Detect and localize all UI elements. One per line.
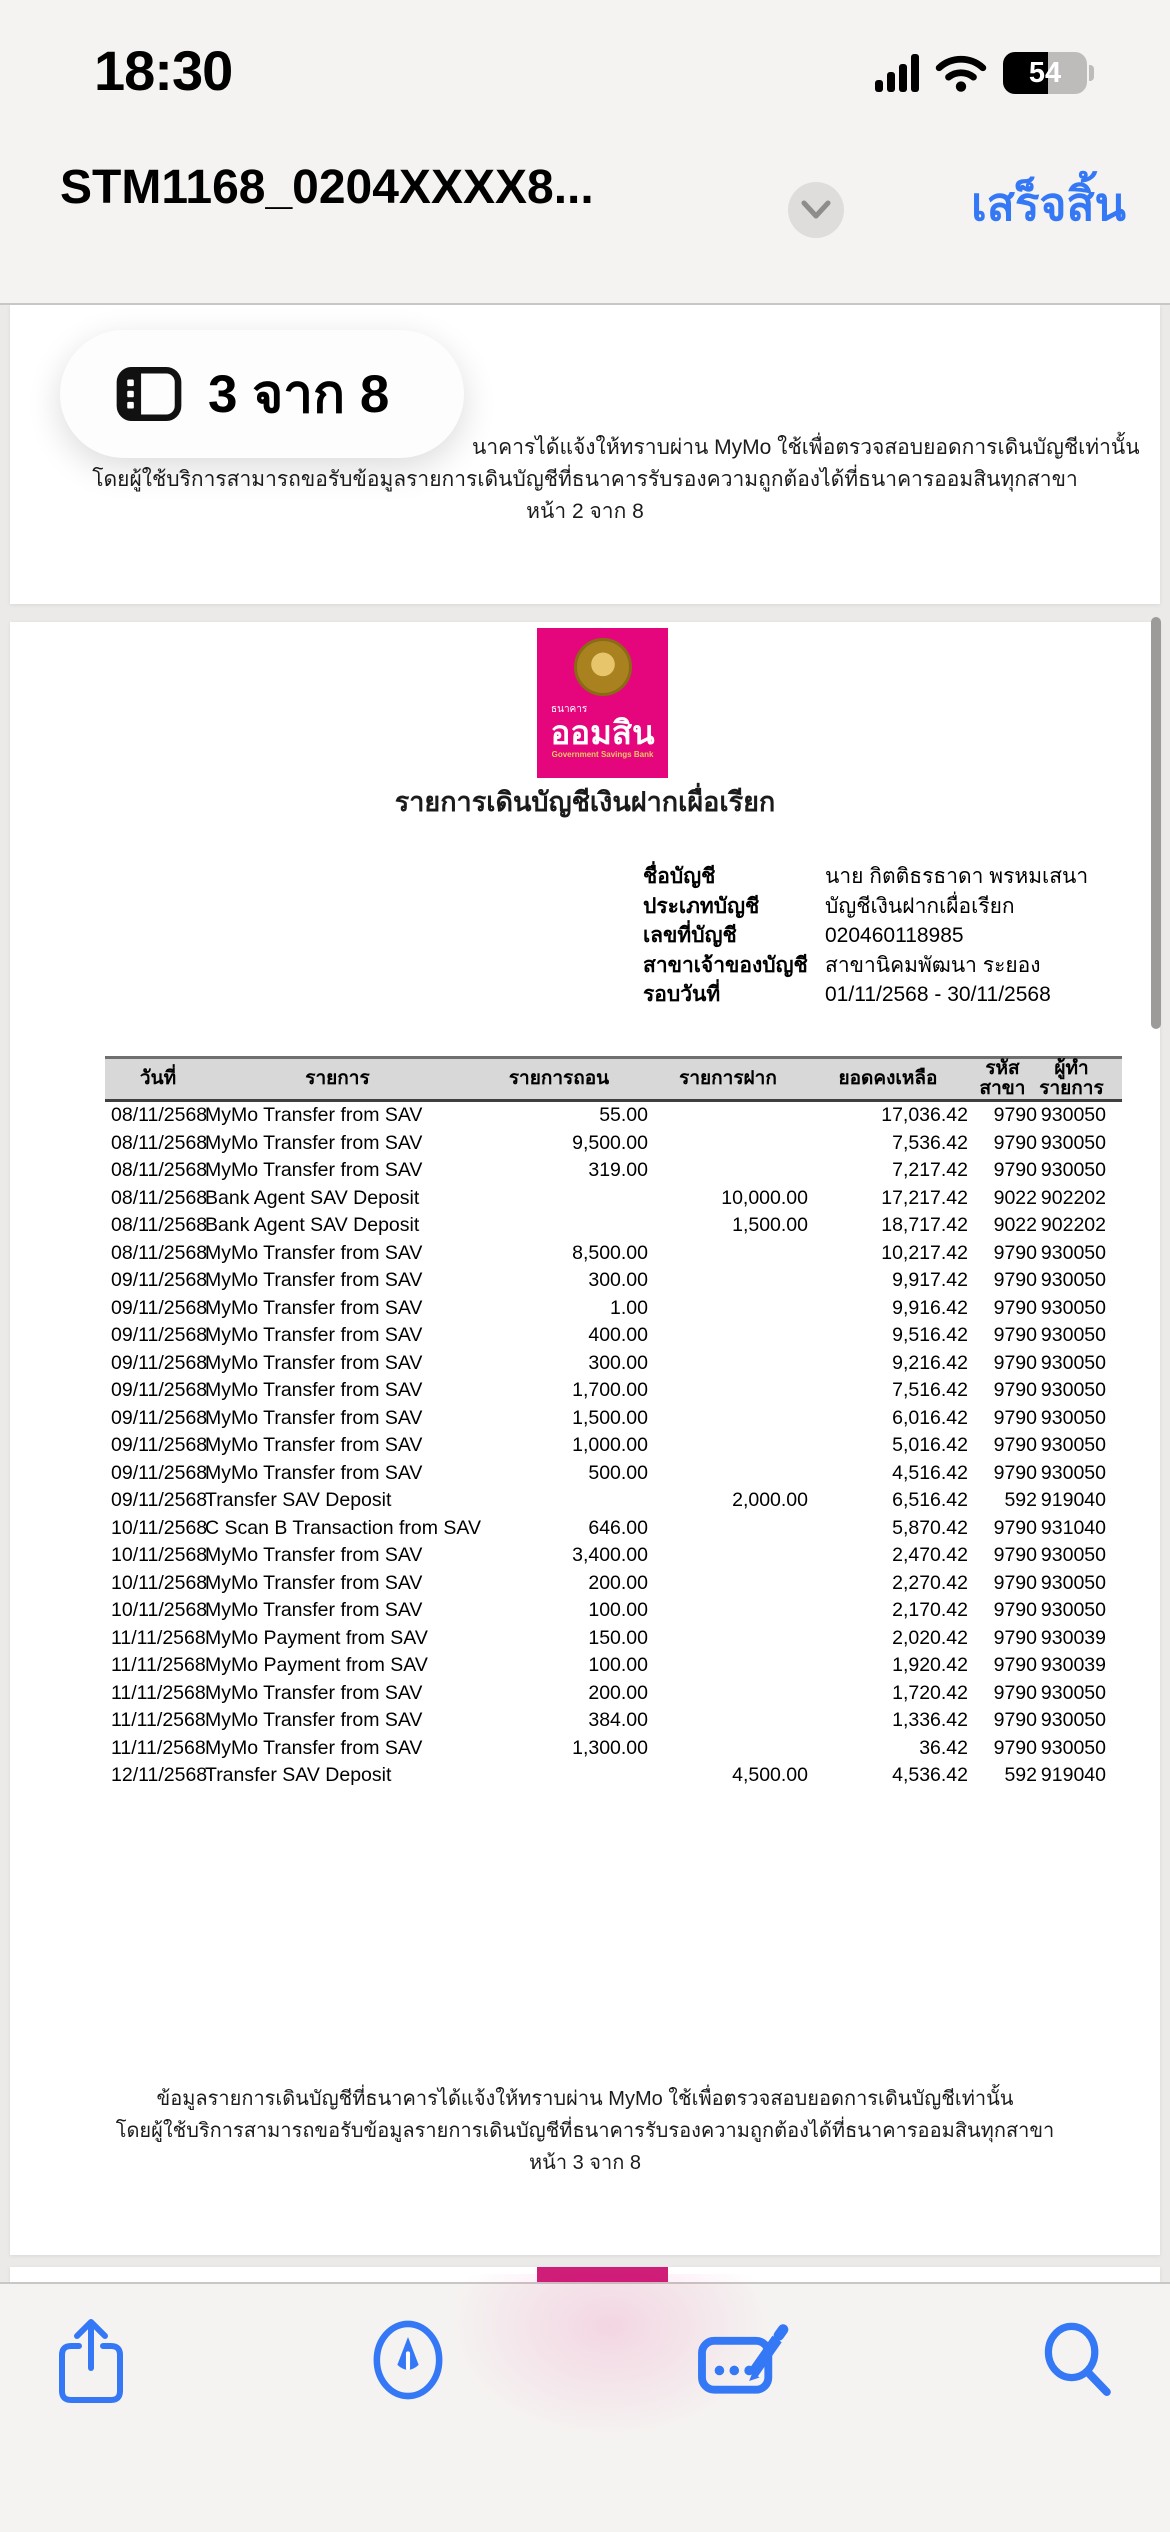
table-cell: 919040 — [1040, 1489, 1106, 1512]
table-cell: 931040 — [1040, 1516, 1106, 1539]
table-cell: 09/11/2568 — [111, 1296, 208, 1319]
table-row — [105, 1102, 1106, 1130]
table-cell: 9790 — [993, 1159, 1037, 1182]
transactions-body — [105, 1102, 1122, 1790]
table-cell: C Scan B Transaction from SAV — [205, 1516, 481, 1539]
table-cell: 36.42 — [919, 1736, 968, 1759]
table-cell: 9790 — [993, 1599, 1037, 1622]
table-row — [105, 1707, 1106, 1735]
table-cell: 150.00 — [588, 1626, 648, 1649]
table-cell: 9790 — [993, 1131, 1037, 1154]
wifi-icon — [935, 53, 987, 93]
table-cell: 08/11/2568 — [111, 1159, 208, 1182]
table-cell: 319.00 — [588, 1159, 648, 1182]
table-cell: 9790 — [993, 1296, 1037, 1319]
table-cell: 9790 — [993, 1434, 1037, 1457]
column-header: วันที่ — [139, 1068, 177, 1089]
table-cell: 2,000.00 — [732, 1489, 808, 1512]
table-row — [105, 1515, 1106, 1543]
page2-footer-line1: นาคารได้แจ้งให้ทราบผ่าน MyMo ใช้เพื่อตรวจสอบยอดการเดินบัญชีเท่านั้น — [472, 436, 1140, 459]
table-cell: MyMo Transfer from SAV — [205, 1324, 423, 1347]
account-info — [643, 862, 1088, 1010]
table-row — [105, 1597, 1106, 1625]
table-cell: 100.00 — [588, 1599, 648, 1622]
table-cell: 930050 — [1040, 1324, 1106, 1347]
table-row — [105, 1460, 1106, 1488]
table-cell: 09/11/2568 — [111, 1461, 208, 1484]
cellular-signal-icon — [875, 54, 919, 92]
table-cell: 9790 — [993, 1516, 1037, 1539]
table-cell: 7,516.42 — [892, 1379, 968, 1402]
table-cell: 930050 — [1040, 1571, 1106, 1594]
column-header: ผู้ทำ รายการ — [1039, 1058, 1104, 1099]
table-cell: 4,516.42 — [892, 1461, 968, 1484]
share-button[interactable] — [43, 2312, 139, 2408]
table-cell: 09/11/2568 — [111, 1434, 208, 1457]
table-cell: 592 — [1004, 1489, 1037, 1512]
table-row — [105, 1762, 1106, 1790]
page3-footer-line2: โดยผู้ใช้บริการสามารถขอรับข้อมูลรายการเดินบัญชีที่ธนาคารรับรองความถูกต้องได้ที่ธนาคารออมสินทุกสาขา — [115, 2120, 1055, 2142]
page2-page-number: หน้า 2 จาก 8 — [526, 500, 644, 523]
table-row — [105, 1432, 1106, 1460]
table-cell: MyMo Transfer from SAV — [205, 1131, 423, 1154]
table-cell: MyMo Transfer from SAV — [205, 1296, 423, 1319]
account-info-value: 020460118985 — [825, 923, 964, 947]
table-cell: 11/11/2568 — [111, 1736, 206, 1759]
account-info-row — [643, 921, 1088, 951]
account-info-row — [643, 892, 1088, 922]
table-cell: 1.00 — [610, 1296, 648, 1319]
table-cell: 1,500.00 — [572, 1406, 648, 1429]
table-cell: 08/11/2568 — [111, 1131, 208, 1154]
account-info-value: สาขานิคมพัฒนา ระยอง — [825, 953, 1041, 977]
account-info-label: เลขที่บัญชี — [643, 924, 737, 948]
table-cell: 9,516.42 — [892, 1324, 968, 1347]
table-row — [105, 1652, 1106, 1680]
table-cell: MyMo Transfer from SAV — [205, 1709, 423, 1732]
account-info-value: บัญชีเงินฝากเผื่อเรียก — [825, 894, 1015, 918]
column-header: รายการ — [305, 1068, 370, 1089]
table-cell: 9790 — [993, 1269, 1037, 1292]
table-cell: 10/11/2568 — [111, 1571, 208, 1594]
account-info-row — [643, 980, 1088, 1010]
account-info-label: ชื่อบัญชี — [643, 865, 716, 889]
table-cell: 646.00 — [588, 1516, 648, 1539]
gsb-logo-top-edge — [537, 2267, 668, 2282]
transactions-table — [105, 1056, 1122, 1790]
table-row — [105, 1185, 1106, 1213]
table-cell: MyMo Transfer from SAV — [205, 1104, 423, 1127]
table-cell: 6,516.42 — [892, 1489, 968, 1512]
page-indicator-pill[interactable] — [60, 330, 464, 458]
table-cell: 2,020.42 — [892, 1626, 968, 1649]
share-icon — [55, 2316, 127, 2404]
table-row — [105, 1542, 1106, 1570]
table-cell: 5,016.42 — [892, 1434, 968, 1457]
table-cell: 919040 — [1040, 1764, 1106, 1787]
scrollbar-thumb[interactable] — [1151, 617, 1161, 1029]
battery-percent: 54 — [1028, 56, 1062, 89]
table-cell: 930050 — [1040, 1461, 1106, 1484]
table-cell: 9,916.42 — [892, 1296, 968, 1319]
table-cell: 902202 — [1040, 1186, 1106, 1209]
table-cell: MyMo Payment from SAV — [205, 1654, 428, 1677]
search-icon — [1038, 2320, 1118, 2400]
table-row — [105, 1625, 1106, 1653]
signature-button[interactable] — [695, 2312, 791, 2408]
table-cell: MyMo Transfer from SAV — [205, 1406, 423, 1429]
table-row — [105, 1157, 1106, 1185]
table-cell: 930050 — [1040, 1241, 1106, 1264]
search-button[interactable] — [1030, 2312, 1126, 2408]
table-cell: 592 — [1004, 1764, 1037, 1787]
table-cell: 9790 — [993, 1351, 1037, 1374]
bank-name-english: Government Savings Bank — [551, 750, 654, 759]
table-cell: 3,400.00 — [572, 1544, 648, 1567]
table-cell: 930050 — [1040, 1296, 1106, 1319]
table-cell: MyMo Transfer from SAV — [205, 1351, 423, 1374]
table-cell: 11/11/2568 — [111, 1709, 206, 1732]
done-button[interactable]: เสร็จสิ้น — [971, 178, 1126, 230]
table-cell: 1,700.00 — [572, 1379, 648, 1402]
table-cell: Bank Agent SAV Deposit — [205, 1186, 420, 1209]
table-row — [105, 1487, 1106, 1515]
table-row — [105, 1322, 1106, 1350]
title-menu-button[interactable] — [788, 182, 844, 238]
table-cell: 2,270.42 — [892, 1571, 968, 1594]
table-row — [105, 1240, 1106, 1268]
table-cell: 11/11/2568 — [111, 1626, 206, 1649]
table-cell: MyMo Transfer from SAV — [205, 1269, 423, 1292]
table-row — [105, 1350, 1106, 1378]
signature-icon — [695, 2316, 791, 2404]
table-cell: 55.00 — [599, 1104, 648, 1127]
table-cell: 9790 — [993, 1571, 1037, 1594]
table-cell: 9790 — [993, 1241, 1037, 1264]
table-cell: 930050 — [1040, 1351, 1106, 1374]
table-cell: 9790 — [993, 1104, 1037, 1127]
table-cell: 17,217.42 — [881, 1186, 968, 1209]
table-cell: 10/11/2568 — [111, 1599, 208, 1622]
table-cell: 09/11/2568 — [111, 1351, 208, 1374]
table-cell: 1,336.42 — [892, 1709, 968, 1732]
table-cell: 12/11/2568 — [111, 1764, 208, 1787]
table-cell: 9790 — [993, 1406, 1037, 1429]
table-cell: 7,217.42 — [892, 1159, 968, 1182]
table-cell: 100.00 — [588, 1654, 648, 1677]
table-cell: 17,036.42 — [881, 1104, 968, 1127]
table-cell: 930050 — [1040, 1709, 1106, 1732]
table-row — [105, 1570, 1106, 1598]
table-cell: 11/11/2568 — [111, 1654, 206, 1677]
table-cell: 09/11/2568 — [111, 1269, 208, 1292]
table-cell: 9790 — [993, 1626, 1037, 1649]
table-cell: 9022 — [993, 1214, 1037, 1237]
pdf-page-4-sliver — [10, 2267, 1160, 2282]
table-cell: Transfer SAV Deposit — [205, 1489, 392, 1512]
status-time: 18:30 — [94, 39, 233, 102]
table-row — [105, 1212, 1106, 1240]
table-cell: 930050 — [1040, 1599, 1106, 1622]
table-cell: 930050 — [1040, 1406, 1106, 1429]
account-info-label: สาขาเจ้าของบัญชี — [643, 953, 808, 977]
table-cell: 09/11/2568 — [111, 1379, 208, 1402]
table-cell: 10,217.42 — [881, 1241, 968, 1264]
table-cell: 930050 — [1040, 1379, 1106, 1402]
table-cell: MyMo Payment from SAV — [205, 1626, 428, 1649]
table-cell: 10/11/2568 — [111, 1516, 208, 1539]
table-cell: 7,536.42 — [892, 1131, 968, 1154]
statement-title: รายการเดินบัญชีเงินฝากเผื่อเรียก — [394, 787, 776, 817]
table-cell: 500.00 — [588, 1461, 648, 1484]
table-cell: 08/11/2568 — [111, 1186, 208, 1209]
table-cell: 9790 — [993, 1736, 1037, 1759]
table-cell: 18,717.42 — [881, 1214, 968, 1237]
table-cell: MyMo Transfer from SAV — [205, 1599, 423, 1622]
table-cell: 1,500.00 — [732, 1214, 808, 1237]
table-cell: 08/11/2568 — [111, 1214, 208, 1237]
table-cell: 9,216.42 — [892, 1351, 968, 1374]
table-cell: 930050 — [1040, 1544, 1106, 1567]
account-info-value: นาย กิตติธรธาดา พรหมเสนา — [825, 865, 1089, 889]
table-cell: MyMo Transfer from SAV — [205, 1461, 423, 1484]
table-cell: 10,000.00 — [721, 1186, 808, 1209]
table-cell: 930050 — [1040, 1159, 1106, 1182]
table-cell: MyMo Transfer from SAV — [205, 1544, 423, 1567]
table-cell: 930050 — [1040, 1681, 1106, 1704]
table-cell: 200.00 — [588, 1571, 648, 1594]
table-cell: 9022 — [993, 1186, 1037, 1209]
gsb-bank-logo — [537, 628, 668, 778]
table-cell: MyMo Transfer from SAV — [205, 1379, 423, 1402]
table-cell: 08/11/2568 — [111, 1241, 208, 1264]
page2-footer-line2: โดยผู้ใช้บริการสามารถขอรับข้อมูลรายการเดินบัญชีที่ธนาคารรับรองความถูกต้องได้ที่ธนาคารออมสินทุกสาขา — [92, 468, 1078, 491]
table-cell: 4,500.00 — [732, 1764, 808, 1787]
table-cell: 384.00 — [588, 1709, 648, 1732]
table-cell: 930050 — [1040, 1131, 1106, 1154]
table-cell: 930039 — [1040, 1626, 1106, 1649]
table-cell: 2,170.42 — [892, 1599, 968, 1622]
table-cell: 300.00 — [588, 1351, 648, 1374]
battery-icon — [1003, 52, 1094, 94]
bank-name-thai: ออมสิน — [550, 714, 655, 751]
table-cell: 09/11/2568 — [111, 1324, 208, 1347]
table-cell: 6,016.42 — [892, 1406, 968, 1429]
table-cell: 9790 — [993, 1709, 1037, 1732]
table-cell: 930050 — [1040, 1104, 1106, 1127]
table-cell: 1,920.42 — [892, 1654, 968, 1677]
table-cell: 09/11/2568 — [111, 1489, 208, 1512]
table-cell: 09/11/2568 — [111, 1406, 208, 1429]
table-cell: MyMo Transfer from SAV — [205, 1681, 423, 1704]
status-icons — [875, 52, 1094, 94]
table-cell: 200.00 — [588, 1681, 648, 1704]
table-row — [105, 1735, 1106, 1763]
page-indicator-label: 3 จาก 8 — [208, 365, 390, 424]
pages-icon — [116, 366, 182, 422]
table-cell: Bank Agent SAV Deposit — [205, 1214, 420, 1237]
table-cell: 11/11/2568 — [111, 1681, 206, 1704]
table-row — [105, 1377, 1106, 1405]
table-cell: 9790 — [993, 1544, 1037, 1567]
chevron-down-icon — [799, 198, 833, 222]
account-info-label: ประเภทบัญชี — [643, 894, 760, 918]
table-cell: Transfer SAV Deposit — [205, 1764, 392, 1787]
table-cell: 1,000.00 — [572, 1434, 648, 1457]
account-info-label: รอบวันที่ — [643, 983, 721, 1007]
table-cell: 08/11/2568 — [111, 1104, 208, 1127]
table-cell: 9790 — [993, 1461, 1037, 1484]
table-cell: 1,300.00 — [572, 1736, 648, 1759]
table-cell: 2,470.42 — [892, 1544, 968, 1567]
pdf-page-3 — [10, 622, 1160, 2255]
page3-page-number: หน้า 3 จาก 8 — [528, 2152, 642, 2174]
table-cell: MyMo Transfer from SAV — [205, 1241, 423, 1264]
table-cell: 9790 — [993, 1324, 1037, 1347]
account-info-row — [643, 951, 1088, 981]
table-cell: 930039 — [1040, 1654, 1106, 1677]
table-cell: MyMo Transfer from SAV — [205, 1571, 423, 1594]
table-cell: 930050 — [1040, 1434, 1106, 1457]
account-info-row — [643, 862, 1088, 892]
table-cell: 5,870.42 — [892, 1516, 968, 1539]
table-row — [105, 1295, 1106, 1323]
top-chrome — [0, 0, 1170, 305]
document-title-filename: STM1168_0204XXXX8... — [60, 161, 594, 214]
table-cell: 9790 — [993, 1681, 1037, 1704]
table-cell: 400.00 — [588, 1324, 648, 1347]
table-cell: 9,917.42 — [892, 1269, 968, 1292]
table-cell: 930050 — [1040, 1269, 1106, 1292]
table-cell: 8,500.00 — [572, 1241, 648, 1264]
table-cell: 300.00 — [588, 1269, 648, 1292]
markup-icon — [367, 2319, 449, 2401]
column-header: รายการถอน — [508, 1068, 610, 1089]
bottom-toolbar — [0, 2282, 1170, 2532]
table-row — [105, 1680, 1106, 1708]
table-cell: 4,536.42 — [892, 1764, 968, 1787]
table-cell: 9,500.00 — [572, 1131, 648, 1154]
table-cell: MyMo Transfer from SAV — [205, 1736, 423, 1759]
table-cell: 10/11/2568 — [111, 1544, 208, 1567]
table-cell: 9790 — [993, 1379, 1037, 1402]
gsb-emblem-icon — [574, 638, 632, 696]
table-header-row — [105, 1056, 1122, 1102]
table-cell: 930050 — [1040, 1736, 1106, 1759]
markup-button[interactable] — [360, 2312, 456, 2408]
bank-name-small: ธนาคาร — [551, 704, 588, 715]
column-header: รายการฝาก — [679, 1068, 777, 1089]
page3-footer-line1: ข้อมูลรายการเดินบัญชีที่ธนาคารได้แจ้งให้ทราบผ่าน MyMo ใช้เพื่อตรวจสอบยอดการเดินบัญชีเท่านั้น — [156, 2088, 1014, 2110]
column-header: ยอดคงเหลือ — [838, 1068, 938, 1089]
account-info-value: 01/11/2568 - 30/11/2568 — [825, 982, 1051, 1006]
table-cell: MyMo Transfer from SAV — [205, 1159, 423, 1182]
table-row — [105, 1267, 1106, 1295]
table-cell: 1,720.42 — [892, 1681, 968, 1704]
table-cell: MyMo Transfer from SAV — [205, 1434, 423, 1457]
table-cell: 9790 — [993, 1654, 1037, 1677]
table-row — [105, 1405, 1106, 1433]
table-row — [105, 1130, 1106, 1158]
column-header: รหัส สาขา — [979, 1058, 1026, 1099]
table-cell: 902202 — [1040, 1214, 1106, 1237]
